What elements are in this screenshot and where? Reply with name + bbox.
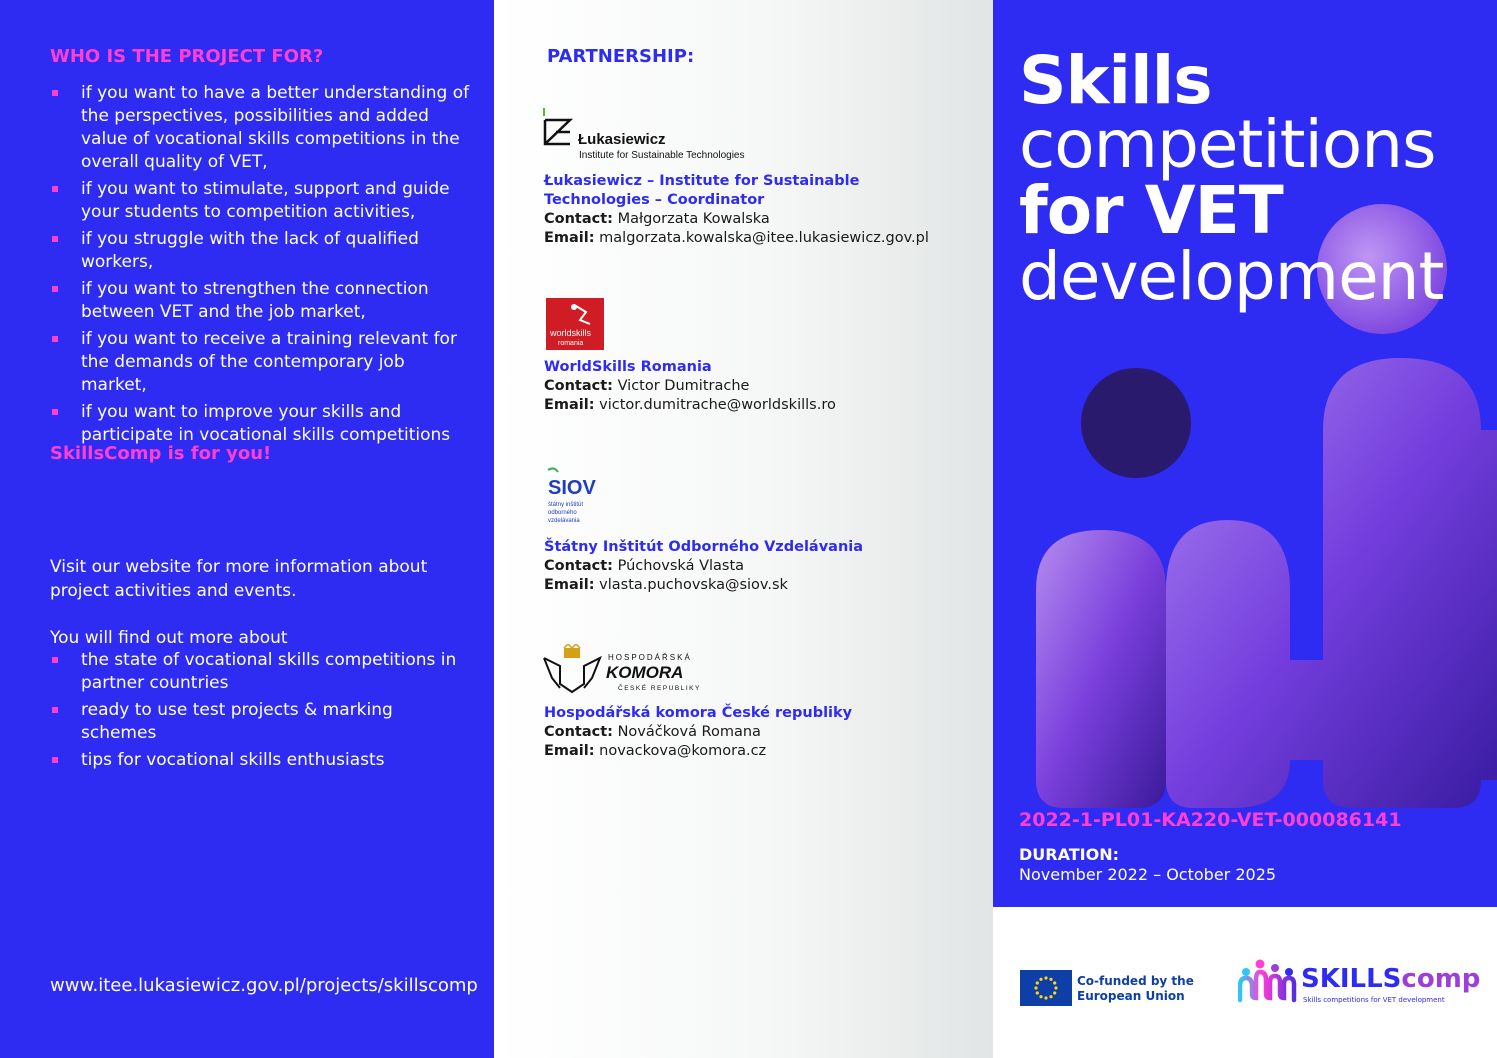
partner-email[interactable]: vlasta.puchovska@siov.sk (599, 577, 788, 593)
who-heading: WHO IS THE PROJECT FOR? (50, 46, 324, 67)
partner-komora: Hospodářská komora České republiky Contact: Nováčková Romana Email: novackova@komora.cz (544, 704, 964, 761)
svg-text:Łukasiewicz: Łukasiewicz (578, 131, 666, 148)
partner-worldskills: WorldSkills Romania Contact: Victor Dumitrache Email: victor.dumitrache@worldskills.ro (544, 358, 964, 415)
svg-text:ČESKÉ REPUBLIKY: ČESKÉ REPUBLIKY (618, 685, 701, 692)
list-item: ready to use test projects & marking schemes (50, 699, 470, 745)
cover-panel (993, 0, 1497, 1058)
svg-text:štátny inštitút: štátny inštitút (548, 502, 584, 508)
skillscomp-wordmark: SKILLScomp (1301, 964, 1481, 994)
eu-cofunded-text: Co-funded by the European Union (1077, 974, 1194, 1003)
partner-contact: Nováčková Romana (617, 724, 761, 740)
list-item: if you struggle with the lack of qualified workers, (50, 228, 470, 274)
partner-contact: Victor Dumitrache (617, 378, 750, 394)
svg-text:Institute for Sustainable Tech: Institute for Sustainable Technologies (579, 150, 745, 161)
title-line-3: for VET (1019, 172, 1283, 249)
for-you-line: SkillsComp is for you! (50, 443, 272, 464)
findout-intro: You will find out more about (50, 628, 288, 648)
worldskills-logo (546, 298, 604, 350)
list-item: if you want to strengthen the connection between VET and the job market, (50, 278, 470, 324)
who-list (50, 82, 470, 451)
eu-flag-icon (1020, 970, 1072, 1006)
partner-name: Štátny Inštitút Odborného Vzdelávania (544, 539, 864, 555)
title-line-4: development (1019, 238, 1444, 315)
list-item: tips for vocational skills enthusiasts (50, 749, 470, 772)
partner-name: Hospodářská komora České republiky (544, 705, 853, 721)
cover-blue-area (993, 0, 1497, 907)
title-line-1: Skills (1019, 42, 1212, 119)
partnership-title: PARTNERSHIP: (547, 46, 695, 67)
partner-email[interactable]: malgorzata.kowalska@itee.lukasiewicz.gov.pl (599, 230, 929, 246)
bullet-square-icon (52, 409, 58, 415)
partner-name: WorldSkills Romania (544, 359, 712, 375)
left-panel (0, 0, 494, 1058)
bullet-square-icon (52, 707, 58, 713)
partner-contact: Púchovská Vlasta (617, 558, 745, 574)
bullet-square-icon (52, 186, 58, 192)
partner-contact: Małgorzata Kowalska (617, 211, 770, 227)
bullet-square-icon (52, 336, 58, 342)
partner-lukasiewicz: Łukasiewicz – Institute for Sustainable Technologies – Coordinator Contact: Małgorzata Kowalska Email: malgorzata.kowalska@itee.lukasiewicz.gov.pl (544, 172, 964, 248)
lukasiewicz-logo (542, 108, 782, 163)
skillscomp-tagline: Skills competitions for VET development (1303, 996, 1445, 1004)
duration-label: DURATION: (1019, 845, 1119, 864)
list-item: if you want to have a better understanding of the perspectives, possibilities and added value of vocational skills competitions in the overall quality of VET, (50, 82, 470, 174)
list-item: if you want to stimulate, support and guide your students to competition activities, (50, 178, 470, 224)
duration-value: November 2022 – October 2025 (1019, 865, 1277, 884)
svg-text:HOSPODÁŘSKÁ: HOSPODÁŘSKÁ (608, 653, 692, 662)
hospodarska-komora-logo (542, 644, 722, 694)
bullet-square-icon (52, 657, 58, 663)
findout-list (50, 649, 470, 776)
partner-siov: Štátny Inštitút Odborného Vzdelávania Contact: Púchovská Vlasta Email: vlasta.puchovska@siov.sk (544, 538, 964, 595)
siov-logo (546, 466, 616, 528)
svg-text:SIOV: SIOV (548, 477, 596, 499)
svg-text:KOMORA: KOMORA (606, 663, 684, 682)
title-line-2: competitions (1019, 106, 1436, 183)
list-item: if you want to improve your skills and participate in vocational skills competitions (50, 401, 470, 447)
partner-email[interactable]: victor.dumitrache@worldskills.ro (599, 397, 836, 413)
partnership-panel (494, 0, 993, 1058)
svg-text:vzdelávania: vzdelávania (548, 518, 580, 524)
bullet-square-icon (52, 90, 58, 96)
svg-text:worldskills: worldskills (550, 328, 592, 338)
skillscomp-people-icon (1238, 958, 1298, 1004)
project-code: 2022-1-PL01-KA220-VET-000086141 (1019, 809, 1402, 831)
bullet-square-icon (52, 236, 58, 242)
bullet-square-icon (52, 757, 58, 763)
partner-email[interactable]: novackova@komora.cz (599, 743, 767, 759)
svg-text:romania: romania (558, 340, 584, 347)
visit-text: Visit our website for more information about project activities and events. (50, 557, 428, 601)
bullet-square-icon (52, 286, 58, 292)
list-item: if you want to receive a training relevant for the demands of the contemporary job market, (50, 328, 470, 397)
website-link[interactable]: www.itee.lukasiewicz.gov.pl/projects/skillscomp (50, 975, 478, 996)
svg-text:odborného: odborného (548, 510, 577, 516)
partner-name: Łukasiewicz – Institute for Sustainable Technologies – Coordinator (544, 173, 860, 208)
list-item: the state of vocational skills competitions in partner countries (50, 649, 470, 695)
